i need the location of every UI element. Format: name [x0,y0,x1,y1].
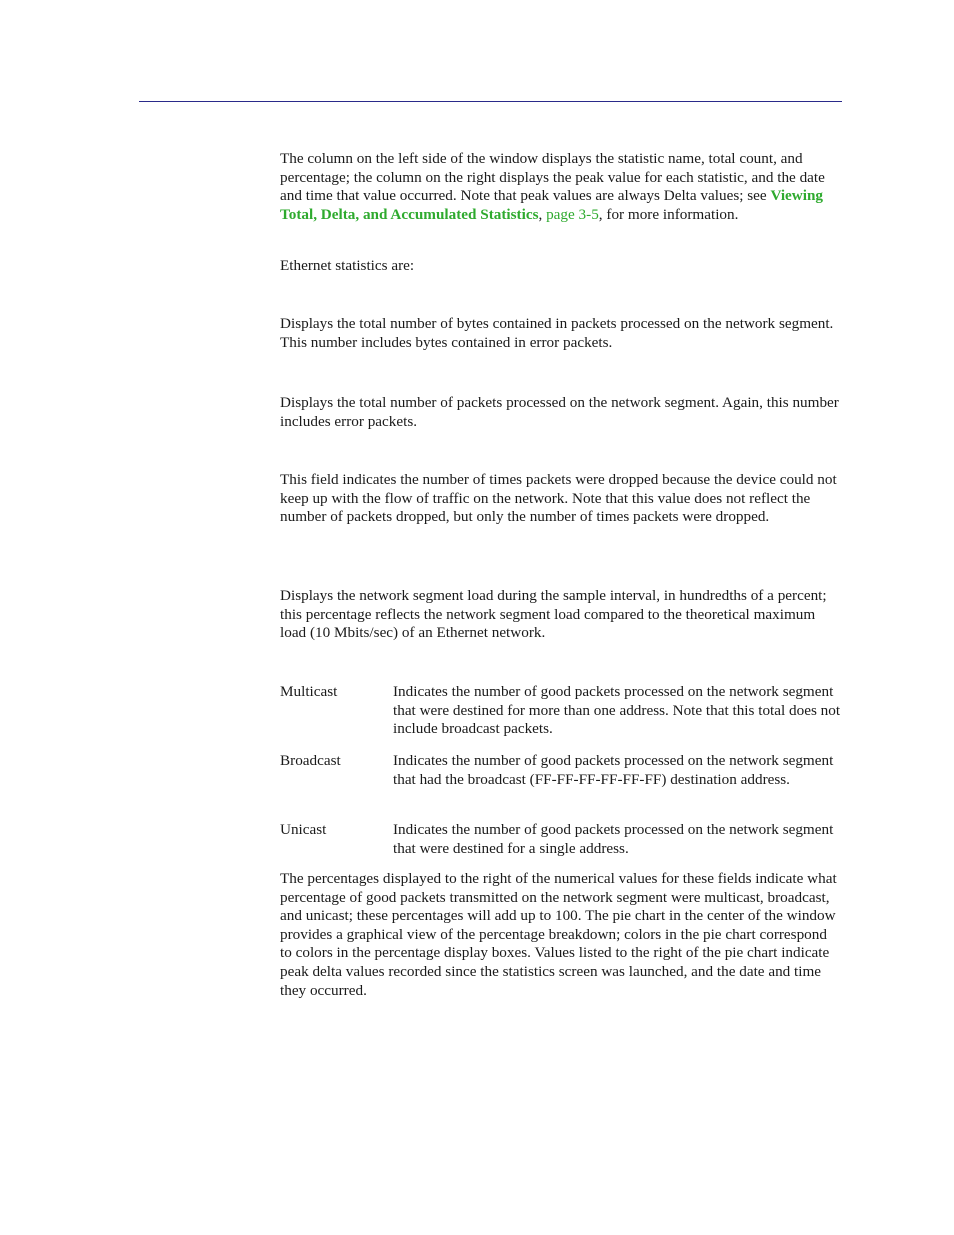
term-label: Broadcast [280,752,341,769]
load-description: Displays the network segment load during the sample interval, in hundredths of a percent; this percentage reflects the network segment load compared to the theoretical maximum load (10 Mbits/sec) of an Ethernet network. [280,587,827,642]
term-row-broadcast [280,752,842,812]
ethernet-statistics-intro: Ethernet statistics are: [280,257,415,274]
term-label: Multicast [280,683,338,700]
header-rule [139,101,842,102]
closing-paragraph: The percentages displayed to the right of the numerical values for these fields indicate what percentage of good packets transmitted on the network segment were multicast, broadcast, and unicast; these percentages will add up to 100. The pie chart in the center of the window provides a graphical view of the percentage breakdown; colors in the pie chart correspond to colors in the percentage display boxes. Values listed to the right of the pie chart indicate peak delta values recorded since the statistics screen was launched, and the date and time they occurred. [280,870,837,999]
term-label: Unicast [280,821,327,838]
term-definition: Indicates the number of good packets processed on the network segment that had the broadcast (FF-FF-FF-FF-FF-FF) destination address. [393,752,834,788]
packets-description: Displays the total number of packets processed on the network segment. Again, this number includes error packets. [280,394,839,430]
bytes-description: Displays the total number of bytes contained in packets processed on the network segment. This number includes bytes contained in error packets. [280,315,834,351]
page-reference-link[interactable]: page 3-5 [546,205,599,223]
intro-separator: , [538,205,547,223]
term-row-multicast [280,683,842,743]
intro-text-end: , for more information. [598,205,739,223]
dropped-description: This field indicates the number of times packets were dropped because the device could not keep up with the flow of traffic on the network. Note that this value does not reflect the number of packets dropped, but only the number of times packets were dropped. [280,471,837,526]
intro-text-start: The column on the left side of the window displays the statistic name, total count, and percentage; the column on the right displays the peak value for each statistic, and the date and time that value occurred. Note that peak values are always Delta values; see [280,150,825,205]
viewing-statistics-link[interactable]: Viewing Total, Delta, and Accumulated Statistics [280,187,824,223]
intro-paragraph [280,150,842,224]
term-row-unicast [280,821,842,861]
term-definition: Indicates the number of good packets processed on the network segment that were destined for a single address. [393,821,834,857]
term-definition: Indicates the number of good packets processed on the network segment that were destined for more than one address. Note that this total does not include broadcast packets. [393,683,841,738]
